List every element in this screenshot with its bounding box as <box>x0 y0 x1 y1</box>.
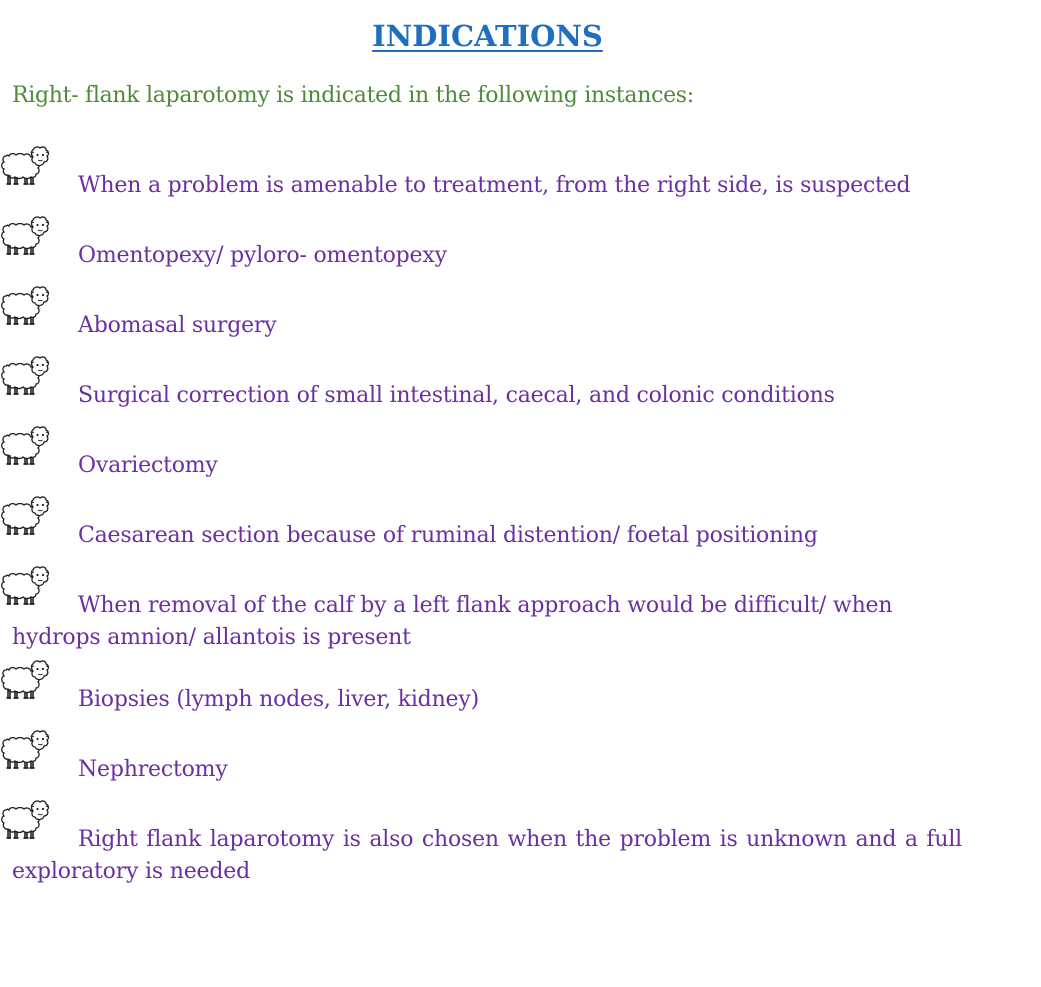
list-item-text: Biopsies (lymph nodes, liver, kidney) <box>78 687 479 712</box>
list-item-text: Caesarean section because of ruminal distention/ foetal positioning <box>78 523 818 548</box>
list-item <box>0 654 975 724</box>
indications-list <box>0 140 975 888</box>
list-item-text: Surgical correction of small intestinal, caecal, and colonic conditions <box>78 383 835 408</box>
list-item <box>0 794 975 888</box>
list-item-text: When a problem is amenable to treatment, from the right side, is suspected <box>78 173 911 198</box>
list-item-text: Ovariectomy <box>78 453 218 478</box>
list-item <box>0 140 975 210</box>
list-item-text: Omentopexy/ pyloro- omentopexy <box>78 243 447 268</box>
sheep-icon <box>0 142 52 188</box>
sheep-icon <box>0 656 52 702</box>
sheep-icon <box>0 282 52 328</box>
sheep-icon <box>0 212 52 258</box>
list-item <box>0 280 975 350</box>
sheep-icon <box>0 352 52 398</box>
sheep-icon <box>0 422 52 468</box>
list-item <box>0 724 975 794</box>
list-item-text: Abomasal surgery <box>78 313 277 338</box>
list-item-text: When removal of the calf by a left flank approach would be difficult/ when hydrops amnion/ allantois is present <box>12 593 893 650</box>
sheep-icon <box>0 492 52 538</box>
sheep-icon <box>0 726 52 772</box>
list-item-text: Nephrectomy <box>78 757 228 782</box>
list-item-text: Right flank laparotomy is also chosen when the problem is unknown and a full exploratory is needed <box>12 827 962 884</box>
list-item <box>0 210 975 280</box>
sheep-icon <box>0 562 52 608</box>
list-item <box>0 490 975 560</box>
page-title: INDICATIONS <box>372 19 603 53</box>
list-item <box>0 560 975 654</box>
list-item <box>0 350 975 420</box>
intro-text: Right- flank laparotomy is indicated in the following instances: <box>12 83 694 108</box>
list-item <box>0 420 975 490</box>
sheep-icon <box>0 796 52 842</box>
